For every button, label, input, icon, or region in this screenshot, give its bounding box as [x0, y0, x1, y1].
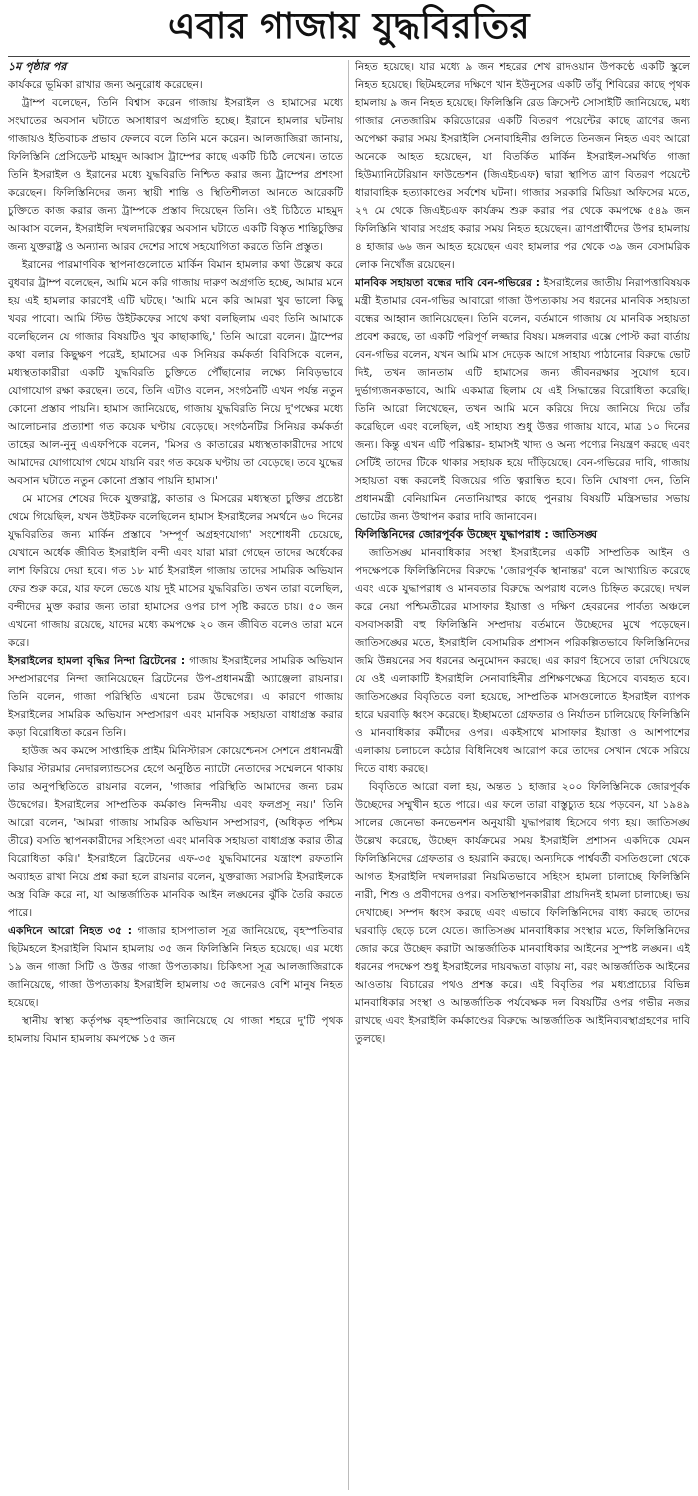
paragraph-text: মে মাসের শেষের দিকে যুক্তরাষ্ট্র, কাতার ও মিসরের মধ্যস্থতা চুক্তির প্রচেষ্টা থেমে গিয়েছিল, যখন উইটকফ বলেছিলেন হামাস ইসরাইলের সমর্থনে ৬০ দিনের যুদ্ধবিরতির জন্য মার্কিন প্রস্তাবে 'সম্পূর্ণ অগ্রহণযোগ্য' সংশোধনী চেয়েছে, যেখানে অর্ধেক জীবিত ইসরাইলি বন্দী এবং যারা মারা গেছেন তাদের অর্ধেকের লাশ ফিরিয়ে দেয়া হবে। গত ১৮ মার্চ ইসরাইল গাজায় তাদের সামরিক অভিযান ফের শুরু করে, যার ফলে ভেঙে যায় দুই মাসের যুদ্ধবিরতি। তখন তারা বলেছিল, বন্দীদের মুক্ত করার জন্য তারা হামাসের ওপর চাপ সৃষ্টি করতে চায়। ৫০ জন এখনো গাজায় রয়েছে, যাদের মধ্যে কমপক্ষে ২০ জন জীবিত বলেও তারা মনে করে।	[8, 493, 343, 649]
article-paragraph	[8, 94, 343, 256]
article-paragraph	[8, 922, 343, 1012]
paragraph-text: নিহত হয়েছে। যার মধ্যে ৯ জন শহরের শেখ রাদওয়ান উপকণ্ঠে একটি স্কুলে নিহত হয়েছে। ছিটমহলের দক্ষিণে খান ইউনুসের একটি তাঁবু শিবিরের কাছে পৃথক হামলায় ৯ জন নিহত হয়েছে। ফিলিস্তিনি রেড ক্রিসেন্ট সোসাইটি জানিয়েছে, মধ্য গাজার নেতজারিম করিডোরের একটি বিতরণ পয়েন্টের কাছে ত্রাণের জন্য অপেক্ষা করার সময় ইসরাইলি সেনাবাহিনীর গুলিতে তিনজন নিহত এবং আরো অনেকে আহত হয়েছেন, যা বিতর্কিত মার্কিন ইসরাইল-সমর্থিত গাজা হিউম্যানিটেরিয়ান ফাউন্ডেশন (জিএইচএফ) দ্বারা স্থাপিত ত্রাণ বিতরণ পয়েন্টে ধারাবাহিক হত্যাকাণ্ডের সর্বশেষ ঘটনা। গাজার সরকারি মিডিয়া অফিসের মতে, ২৭ মে থেকে জিএইচএফ কার্যক্রম শুরু করার পর থেকে কমপক্ষে ৫৪৯ জন ফিলিস্তিনি খাবার সংগ্রহ করার সময় নিহত হয়েছেন। ত্রাণপ্রার্থীদের উপর হামলায় ৪ হাজার ৬৬ জন আহত হয়েছেন এবং হামলার পর থেকে ৩৯ জন বেসামরিক লোক নিখোঁজ রয়েছেন।	[355, 61, 690, 271]
paragraph-text: কার্যকরে ভূমিকা রাখার জন্য অনুরোধ করেছেন।	[8, 79, 203, 91]
right-column-body	[355, 58, 690, 1048]
article-paragraph	[355, 58, 690, 274]
paragraph-text: স্থানীয় স্বাস্থ্য কর্তৃপক্ষ বৃহস্পতিবার জানিয়েছে যে গাজা শহরে দু'টি পৃথক হামলায় বিমান হামলায় কমপক্ষে ১৫ জন	[8, 1015, 343, 1045]
paragraph-text: গাজায় ইসরাইলের সামরিক অভিযান সম্প্রসারণের নিন্দা জানিয়েছেন ব্রিটেনের উপ-প্রধানমন্ত্রী অ্যাঞ্জেলা রায়নার। তিনি বলেন, গাজা পরিস্থিতি এখনো চরম উদ্বেগের। এ কারণে গাজায় ইসরাইলের সামরিক অভিযান সম্প্রসারণ এবং মানবিক সহায়তা বাধাগ্রস্ত করার কড়া বিরোধিতা করেন তিনি।	[8, 655, 343, 739]
headline-rule	[8, 56, 690, 57]
article-paragraph	[8, 742, 343, 922]
section-subheading: ফিলিস্তিনিদের জোরপূর্বক উচ্ছেদ যুদ্ধাপরাধ : জাতিসঙ্ঘ	[355, 528, 598, 541]
continuation-label: ১ম পৃষ্ঠার পর	[8, 60, 67, 73]
article-paragraph	[8, 490, 343, 652]
paragraph-subheading: ইসরাইলের হামলা বৃদ্ধির নিন্দা ব্রিটেনের :	[8, 655, 186, 667]
right-column	[355, 58, 690, 1492]
paragraph-text: জাতিসঙ্ঘ মানবাধিকার সংস্থা ইসরাইলের একটি সাম্প্রতিক আইন ও পদক্ষেপকে ফিলিস্তিনিদের বিরুদ্ধে 'জোরপূর্বক স্থানান্তর' বলে আখ্যায়িত করেছে এবং একে যুদ্ধাপরাধ ও মানবতার বিরুদ্ধে অপরাধ বলেও চিহ্নিত করেছে। দখল করে নেয়া পশ্চিমতীরের মাসাফার ইয়াত্তা ও দক্ষিণ হেবরনের পার্বত্য অঞ্চলে বসবাসকারী বহু ফিলিস্তিনি সম্প্রদায় বর্তমানে উচ্ছেদের মুখে পড়েছেন। জাতিসঙ্ঘের মতে, ইসরাইলি বেসামরিক প্রশাসন পরিকল্পিতভাবে ফিলিস্তিনিদের জমি উন্নয়নের সব ধরনের অনুমোদন করছে। এর কারণ হিসেবে তারা দেখিয়েছে যে ওই এলাকাটি ইসরাইলি সেনাবাহিনীর প্রশিক্ষণক্ষেত্র হিসেবে ব্যবহৃত হবে। জাতিসঙ্ঘের বিবৃতিতে বলা হয়েছে, সাম্প্রতিক মাসগুলোতে ইসরাইল ব্যাপক হারে ঘরবাড়ি ধ্বংস করেছে। ইচ্ছামতো গ্রেফতার ও নির্যাতন চালিয়েছে ফিলিস্তিনি ও মানবাধিকার কর্মীদের ওপর। একইসাথে মাসাফার ইয়াত্তা ও আশপাশের এলাকায় চলাচলে কঠোর বিধিনিষেধ আরোপ করে তাদের সেখান থেকে সরিয়ে দিতে বাধ্য করছে।	[355, 547, 690, 775]
article-paragraph	[355, 274, 690, 526]
column-divider	[348, 60, 349, 1490]
article-paragraph	[8, 256, 343, 490]
paragraph-subheading: মানবিক সহায়তা বন্ধের দাবি বেন-গভিরের :	[355, 277, 540, 289]
article-paragraph	[8, 652, 343, 742]
left-column-body	[8, 76, 343, 1048]
paragraph-text: বিবৃতিতে আরো বলা হয়, অন্তত ১ হাজার ২০০ ফিলিস্তিনিকে জোরপূর্বক উচ্ছেদের সম্মুখীন হতে পারে। এর ফলে তারা বাস্তুচ্যুত হয়ে পড়বেন, যা ১৯৪৯ সালের জেনেভা কনভেনশন অনুযায়ী যুদ্ধাপরাধ হিসেবে গণ্য হয়। জাতিসঙ্ঘ উল্লেখ করেছে, উচ্ছেদ কার্যক্রমের সময় ইসরাইলি প্রশাসন একদিকে যেমন ফিলিস্তিনিদের গ্রেফতার ও হয়রানি করছে। অন্যদিকে পার্শ্ববর্তী বসতিগুলো থেকে আগত ইসরাইলি দখলদাররা নিয়মিতভাবে সহিংস হামলা চালাচ্ছে ফিলিস্তিনি নারী, শিশু ও প্রবীণদের ওপর। বসতিস্থাপনকারীরা প্রায়দিনই হামলা চালাচ্ছে। ভয় দেখাচ্ছে। সম্পদ ধ্বংস করছে এবং এভাবে ফিলিস্তিনিদের বাধ্য করছে তাদের ঘরবাড়ি ছেড়ে চলে যেতে। জাতিসঙ্ঘ মানবাধিকার সংস্থার মতে, ফিলিস্তিনিদের জোর করে উচ্ছেদ করাটা আন্তর্জাতিক মানবাধিকার আইনের সুস্পষ্ট লঙ্ঘন। এই ধরনের পদক্ষেপ শুধু ইসরাইলের দায়বদ্ধতা বাড়ায় না, বরং আন্তর্জাতিক আইনের আওতায় বিচারের পথও প্রশস্ত করে। এই বিবৃতির পর মধ্যপ্রাচ্যের বিভিন্ন মানবাধিকার সংস্থা ও আন্তর্জাতিক পর্যবেক্ষক দল বিষয়টির ওপর গভীর নজর রাখছে এবং ইসরাইলি কর্মকাণ্ডের বিরুদ্ধে আন্তর্জাতিক আইনিব্যবস্থাগ্রহণের দাবি তুলছে।	[355, 781, 690, 1045]
article-paragraph	[8, 1012, 343, 1048]
article-paragraph	[355, 778, 690, 1048]
paragraph-text: গাজার হাসপাতাল সূত্র জানিয়েছে, বৃহস্পতিবার ছিটমহলে ইসরাইলি বিমান হামলায় ৩৫ জন ফিলিস্তিনি নিহত হয়েছে। এর মধ্যে ১৯ জন গাজা সিটি ও উত্তর গাজা উপত্যকায়। চিকিৎসা সূত্র আলজাজিরাকে জানিয়েছে, গাজা উপত্যকায় ইসরাইলি হামলায় ৩৫ জনেরও বেশি মানুষ নিহত হয়েছে।	[8, 925, 343, 1009]
left-column	[8, 58, 343, 1492]
paragraph-text: ইরানের পারমাণবিক স্থাপনাগুলোতে মার্কিন বিমান হামলার কথা উল্লেখ করে বুধবার ট্রাম্প বলেছেন, আমি মনে করি গাজায় দারুণ অগ্রগতি হচ্ছে, আমার মনে হয় এই হামলার কারণেই এটি ঘটছে। 'আমি মনে করি আমরা খুব ভালো কিছু খবর পাবো। আমি স্টিভ উইটকফের সাথে কথা বলছিলাম এবং তিনি আমাকে বলেছিলেন যে গাজার বিষয়টিও খুব কাছাকাছি,' তিনি আরো বলেন। ট্রাম্পের কথা বলার কিছুক্ষণ পরেই, হামাসের এক সিনিয়র কর্মকর্তা বিবিসিকে বলেন, মধ্যস্থতাকারীরা একটি যুদ্ধবিরতি চুক্তিতে পৌঁছানোর লক্ষ্যে নিবিড়ভাবে যোগাযোগ রক্ষা করছেন। তবে, তিনি এটাও বলেন, সংগঠনটি এখন পর্যন্ত নতুন কোনো প্রস্তাব পায়নি। হামাস জানিয়েছে, গাজায় যুদ্ধবিরতি নিয়ে দু'পক্ষের মধ্যে আলোচনার প্রত্যাশা গত কয়েক ঘণ্টায় বেড়েছে। সংগঠনটির সিনিয়র কর্মকর্তা তাহের আল-নুনু এএফপিকে বলেন, 'মিসর ও কাতারের মধ্যস্থতাকারীদের সাথে আমাদের যোগাযোগ থেমে যায়নি বরং গত কয়েক ঘণ্টায় তা বেড়েছে। তবে যুদ্ধের অবসান ঘটাতে নতুন কোনো প্রস্তাব পায়নি হামাস।'	[8, 259, 343, 487]
article-paragraph	[355, 544, 690, 778]
paragraph-text: ট্রাম্প বলেছেন, তিনি বিশ্বাস করেন গাজায় ইসরাইল ও হামাসের মধ্যে সংঘাতের অবসান ঘটাতে অসাধারণ অগ্রগতি হচ্ছে। ইরানে হামলার ঘটনায় গাজায়ও ইতিবাচক প্রভাব ফেলবে বলে তিনি মনে করেন। আলজাজিরা জানায়, ফিলিস্তিনি প্রেসিডেন্ট মাহমুদ আব্বাস ট্রাম্পের কাছে একটি চিঠি লেখেন। তাতে তিনি ইসরাইল ও ইরানের মধ্যে যুদ্ধবিরতি নিশ্চিত করার জন্য ট্রাম্পের প্রশংসা করেছেন। ফিলিস্তিনিদের জন্য স্থায়ী শান্তি ও স্থিতিশীলতা আনতে আরেকটি চুক্তিতে কাজ করার জন্য ট্রাম্পকে প্রস্তাব দিয়েছেন তিনি। ওই চিঠিতে মাহমুদ আব্বাস বলেন, ইসরাইলি দখলদারিত্বের অবসান ঘটাতে একটি বিস্তৃত শান্তিচুক্তির জন্য যুক্তরাষ্ট্র ও অন্যান্য আরব দেশের সাথে সহযোগিতা করতে তিনি প্রস্তুত।	[8, 97, 343, 253]
paragraph-text: হাউজ অব কমন্সে সাপ্তাহিক প্রাইম মিনিস্টারস কোয়েশ্চেনস সেশনে প্রধানমন্ত্রী কিয়ার স্টারমার নেদারল্যান্ডসের হেগে অনুষ্ঠিত ন্যাটো নেতাদের সম্মেলনে থাকায় তার অনুপস্থিতিতে রায়নার বলেন, 'গাজার পরিস্থিতি আমাদের জন্য চরম উদ্বেগের। ইসরাইলের সাম্প্রতিক কর্মকাণ্ড নিন্দনীয় এবং ফলপ্রসূ নয়।' তিনি আরো বলেন, 'আমরা গাজায় সামরিক অভিযান সম্প্রসারণ, (অধিকৃত পশ্চিম তীরে) বসতি স্থাপনকারীদের সহিংসতা এবং মানবিক সহায়তা বাধাগ্রস্ত করার তীব্র বিরোধিতা করি।' ইসরাইলে ব্রিটেনের এফ-৩৫ যুদ্ধবিমানের যন্ত্রাংশ রফতানি অব্যাহত রাখা নিয়ে প্রশ্ন করা হলে রায়নার বলেন, যুক্তরাজ্য সরাসরি ইসরাইলকে অস্ত্র বিক্রি করে না, যা আন্তর্জাতিক মানবিক আইন লঙ্ঘনের ঝুঁকি তৈরি করতে পারে।	[8, 745, 343, 919]
paragraph-text: ইসরাইলের জাতীয় নিরাপত্তাবিষয়ক মন্ত্রী ইতামার বেন-গভির আবারো গাজা উপত্যকায় সব ধরনের মানবিক সহায়তা বন্ধের আহ্বান জানিয়েছেন। তিনি বলেন, বর্তমানে গাজায় যে মানবিক সহায়তা প্রবেশ করছে, তা একটি পরিপূর্ণ লজ্জার বিষয়। মঙ্গলবার এক্সে পোস্ট করা বার্তায় বেন-গভির বলেন, যখন আমি মাস দেড়েক আগে সাহায্য পাঠানোর বিরুদ্ধে ভোট দিই, তখন জানতাম এটি হামাসের জন্য জীবনরক্ষার সুযোগ হবে। দুর্ভাগ্যজনকভাবে, আমি একমাত্র ছিলাম যে এই সিদ্ধান্তের বিরোধিতা করেছি। তিনি আরো লিখেছেন, তখন আমি মনে করিয়ে দিয়ে জানিয়ে দিয়ে তাঁর করেছিলে এবং বলেছিল, এই সাহায্য শুধু উত্তর গাজায় যাবে, মাত্র ১০ দিনের জন্য। কিন্তু এখন এটি পরিষ্কার- হামাসই খাদ্য ও অন্য পণ্যের নিয়ন্ত্রণ করছে এবং সেটিই তাদের টিকে থাকার সহায়ক হয়ে দাঁড়িয়েছে। বেন-গভিরের দাবি, গাজায় সহায়তা বন্ধ করলেই বিজয়ের গতি ত্বরান্বিত হবে। তিনি ঘোষণা দেন, তিনি প্রধানমন্ত্রী বেনিয়ামিন নেতানিয়াহুর কাছে পুনরায় বিষয়টি মন্ত্রিসভার সভায় ভোটের জন্য উত্থাপন করার দাবি জানাবেন।	[355, 277, 690, 523]
paragraph-subheading: একদিনে আরো নিহত ৩৫ :	[8, 925, 133, 937]
article-headline: এবার গাজায় যুদ্ধবিরতির	[167, 6, 530, 47]
article-paragraph	[8, 76, 343, 94]
